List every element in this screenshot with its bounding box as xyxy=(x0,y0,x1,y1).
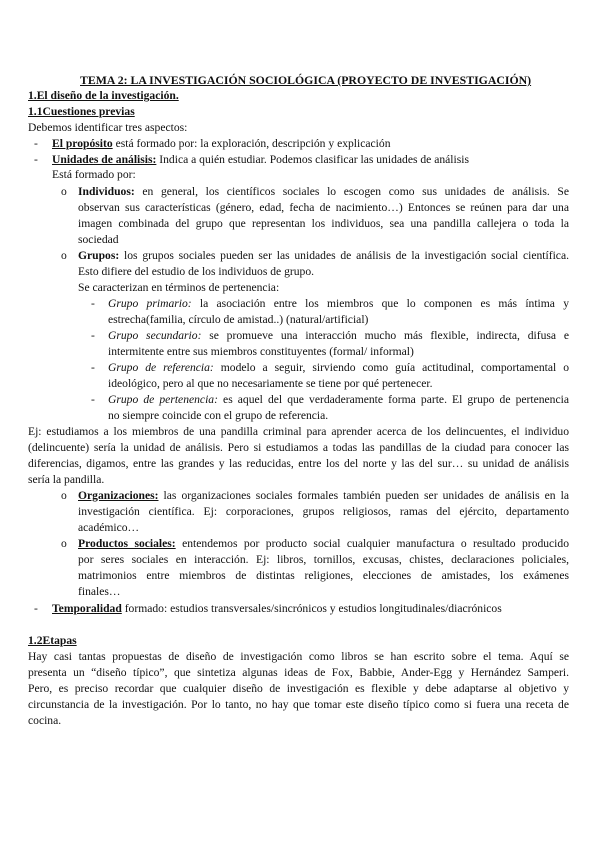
primario-text-1: la asociación entre los miembros que lo componen es más íntima y xyxy=(191,297,570,310)
term-grupo-referencia: Grupo de referencia: xyxy=(108,361,214,374)
bullet-circle: o xyxy=(61,537,67,550)
pertenencia-text-1: es aquel del que verdaderamente forma parte. El grupo de pertenencia xyxy=(217,393,569,406)
referencia-line-2: ideológico, pero al que no necesariamente se tiene por qué pertenecer. xyxy=(108,377,433,390)
term-individuos: Individuos: xyxy=(78,185,135,198)
bullet-proposito xyxy=(52,136,391,151)
productos-line-4: finales… xyxy=(78,585,121,598)
etapas-line-5: cocina. xyxy=(28,714,62,727)
grupos-text-1: los grupos sociales pueden ser las unidades de análisis de la investigación social científica. xyxy=(119,249,569,262)
secundario-line-2: intermitente entre sus miembros constituyentes (formal/ informal) xyxy=(108,345,414,358)
grupos-line-2: Esto difiere del estudio de los individuos de grupo. xyxy=(78,265,315,278)
secundario-text-1: se promueve una interacción mucho más flexible, indirecta, difusa e xyxy=(201,329,569,342)
pertenencia-line-1 xyxy=(108,392,569,407)
term-grupo-primario: Grupo primario: xyxy=(108,297,192,310)
term-grupo-secundario: Grupo secundario: xyxy=(108,329,202,342)
ej-line-4: sería la pandilla. xyxy=(28,473,105,486)
referencia-text-1: modelo a seguir, sirviendo como guía actitudinal, comportamental o xyxy=(213,361,569,374)
etapas-line-3: Pero, es preciso recordar que cualquier diseño de investigación es flexible y debe adaptarse al objetivo y xyxy=(28,682,569,695)
bullet-dash: - xyxy=(34,137,38,150)
bullet-circle: o xyxy=(61,185,67,198)
bullet-circle: o xyxy=(61,489,67,502)
document-title: TEMA 2: LA INVESTIGACIÓN SOCIOLÓGICA (PROYECTO DE INVESTIGACIÓN) xyxy=(80,73,532,87)
organizaciones-line-2: investigación científica. Ej: corporaciones, grupos religiosos, ramas del ejército, departamento xyxy=(78,505,569,518)
productos-line-2: por seres sociales en interacción. Ej: libros, tornillos, excusas, chistes, declaraciones policiales, xyxy=(78,553,569,566)
productos-line-1 xyxy=(78,536,569,551)
ej-line-1: Ej: estudiamos a los miembros de una pandilla criminal para aprender acerca de los delincuentes, el individuo xyxy=(28,425,569,438)
grupos-line-1 xyxy=(78,248,569,263)
term-grupos: Grupos: xyxy=(78,249,120,262)
bullet-unidades xyxy=(52,152,469,167)
bullet-dash: - xyxy=(91,297,95,310)
etapas-line-1: Hay casi tantas propuestas de diseño de investigación como libros se han escrito sobre el tema. Aquí se xyxy=(28,650,569,663)
section-1-heading: 1.El diseño de la investigación. xyxy=(28,89,179,102)
ej-line-2: (delincuente) sería la unidad de análisis. Pero si estudiamos a todas las pandillas de la ciudad para conocer las xyxy=(28,441,569,454)
formed-by-text: Está formado por: xyxy=(52,168,136,181)
bullet-unidades-text: Indica a quién estudiar. Podemos clasificar las unidades de análisis xyxy=(156,153,469,166)
section-1-1-heading: 1.1Cuestiones previas xyxy=(28,105,135,118)
individuos-line-2: observan sus características (género, edad, fecha de nacimiento…) Entonces se reúnen para dar una xyxy=(78,201,569,214)
ej-line-3: diferencias, digamos, entre las grandes y las reducidas, entre los del norte y las del sur… su unidad de análisis xyxy=(28,457,569,470)
term-organizaciones: Organizaciones: xyxy=(78,489,159,502)
secundario-line-1 xyxy=(108,328,569,343)
pertenencia-line-2: no siempre coincide con el grupo de referencia. xyxy=(108,409,329,422)
term-temporalidad: Temporalidad xyxy=(52,602,122,615)
primario-line-2: estrecha(familia, círculo de amistad..) (natural/artificial) xyxy=(108,313,369,326)
organizaciones-line-3: académico… xyxy=(78,521,140,534)
bullet-dash: - xyxy=(91,361,95,374)
organizaciones-text-1: las organizaciones sociales formales también pueden ser unidades de análisis en la xyxy=(158,489,569,502)
etapas-line-4: circunstancia de la investigación. Por lo tanto, no hay que tomar este diseño típico como si fuera una receta de xyxy=(28,698,569,711)
intro-text: Debemos identificar tres aspectos: xyxy=(28,121,188,134)
bullet-circle: o xyxy=(61,249,67,262)
grupos-line-3: Se caracterizan en términos de pertenencia: xyxy=(78,281,280,294)
individuos-line-3: imagen combinada del grupo que representan los individuos, sea una pandilla callejera o toda la xyxy=(78,217,569,230)
individuos-text-1: en general, los científicos sociales lo escogen como sus unidades de análisis. Se xyxy=(134,185,569,198)
term-unidades: Unidades de análisis: xyxy=(52,153,157,166)
referencia-line-1 xyxy=(108,360,569,375)
productos-line-3: matrimonios entre miembros de distintas religiones, elecciones de amistades, los exámenes xyxy=(78,569,569,582)
organizaciones-line-1 xyxy=(78,488,569,503)
individuos-line-4: sociedad xyxy=(78,233,119,246)
individuos-line-1 xyxy=(78,184,569,199)
term-productos: Productos sociales: xyxy=(78,537,176,550)
etapas-line-2: presenta un “diseño típico”, que sintetiza algunas ideas de Fox, Babbie, Ander-Egg y Hernández Samperi. xyxy=(28,666,569,679)
primario-line-1 xyxy=(108,296,569,311)
term-proposito: El propósito xyxy=(52,137,113,150)
productos-text-1: entendemos por producto social cualquier manufactura o resultado producido xyxy=(175,537,569,550)
bullet-dash: - xyxy=(34,153,38,166)
term-grupo-pertenencia: Grupo de pertenencia: xyxy=(108,393,218,406)
section-1-2-heading: 1.2Etapas xyxy=(28,634,77,647)
bullet-proposito-text: está formado por: la exploración, descripción y explicación xyxy=(112,137,391,150)
bullet-dash: - xyxy=(91,329,95,342)
bullet-temporalidad xyxy=(52,601,502,616)
bullet-dash: - xyxy=(34,602,38,615)
bullet-dash: - xyxy=(91,393,95,406)
bullet-temporalidad-text: formado: estudios transversales/sincrónicos y estudios longitudinales/diacrónicos xyxy=(121,602,502,615)
